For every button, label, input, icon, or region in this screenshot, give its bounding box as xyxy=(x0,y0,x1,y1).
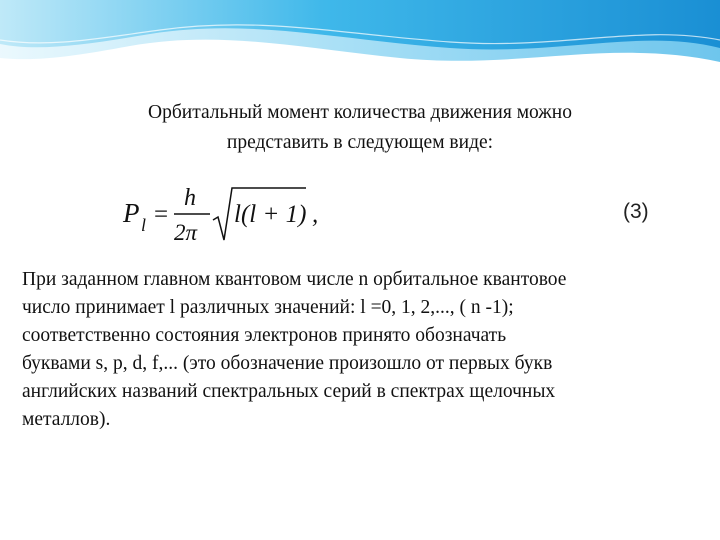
formula-denominator: 2π xyxy=(174,220,198,245)
decorative-wave-banner xyxy=(0,0,720,90)
body-line: число принимает l различных значений: l =0, 1, 2,..., ( n -1); xyxy=(22,297,514,318)
heading-line-2: представить в следующем виде: xyxy=(226,132,494,153)
slide-heading xyxy=(60,98,660,158)
formula-numerator: h xyxy=(184,185,196,211)
formula-lhs-subscript: l xyxy=(141,215,147,235)
formula-radicand: l(l + 1) xyxy=(234,201,307,228)
formula-equals: = xyxy=(154,201,169,228)
heading-line-1: Орбитальный момент количества движения можно xyxy=(148,102,572,123)
orbital-momentum-formula xyxy=(118,178,348,250)
formula-lhs: P xyxy=(123,198,140,228)
body-line: соответственно состояния электронов принято обозначать xyxy=(22,325,507,346)
formula-trailing-comma: , xyxy=(312,201,319,228)
body-line: При заданном главном квантовом числе n орбитальное квантовое xyxy=(22,269,567,290)
body-line: металлов). xyxy=(22,409,111,430)
body-paragraph xyxy=(22,266,712,434)
body-line: английских названий спектральных серий в спектрах щелочных xyxy=(22,381,556,402)
equation-number: (3) xyxy=(623,200,649,223)
body-line: буквами s, p, d, f,... (это обозначение произошло от первых букв xyxy=(22,353,553,374)
